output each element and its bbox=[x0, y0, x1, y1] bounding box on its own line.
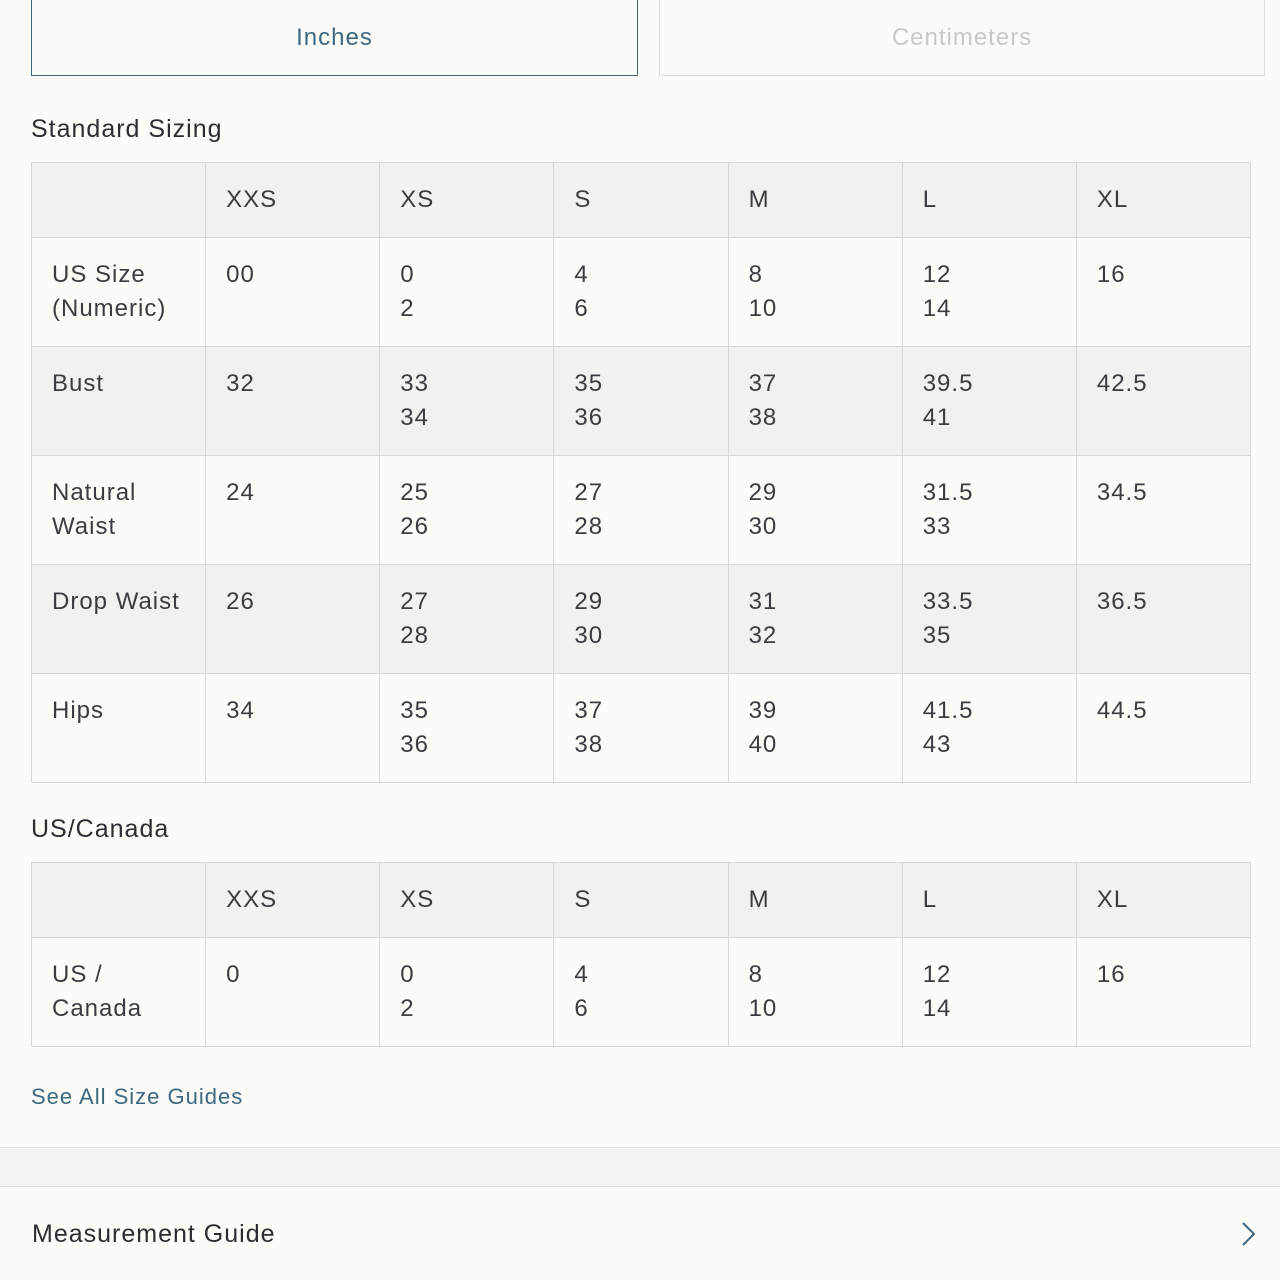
row-label-line: Waist bbox=[52, 513, 117, 540]
size-value: 4 bbox=[574, 261, 589, 288]
size-cell bbox=[728, 456, 902, 565]
size-cell bbox=[728, 347, 902, 456]
size-cell bbox=[206, 238, 380, 347]
size-cell bbox=[206, 456, 380, 565]
size-cell bbox=[206, 674, 380, 783]
row-label-line: Natural bbox=[52, 479, 137, 506]
size-cell bbox=[380, 674, 554, 783]
row-label bbox=[32, 456, 206, 565]
size-value: 30 bbox=[574, 622, 604, 649]
size-value: 36.5 bbox=[1096, 588, 1148, 615]
header-size-s: S bbox=[554, 163, 728, 238]
size-value: 38 bbox=[748, 404, 778, 431]
size-cell bbox=[380, 938, 554, 1047]
size-value: 41 bbox=[922, 404, 952, 431]
size-value: 37 bbox=[574, 697, 604, 724]
size-value: 0 bbox=[226, 961, 241, 988]
size-value: 29 bbox=[748, 479, 778, 506]
header-row bbox=[32, 163, 1251, 238]
size-value: 12 bbox=[922, 961, 952, 988]
size-cell bbox=[380, 456, 554, 565]
row-label-line: US Size bbox=[52, 261, 146, 288]
size-cell bbox=[902, 674, 1076, 783]
size-value: 44.5 bbox=[1096, 697, 1148, 724]
row-label bbox=[32, 238, 206, 347]
header-size-l: L bbox=[902, 863, 1076, 938]
size-value: 10 bbox=[748, 295, 778, 322]
size-value: 32 bbox=[226, 370, 255, 397]
row-label-line: Canada bbox=[52, 995, 143, 1022]
table-row bbox=[32, 238, 1251, 347]
header-size-l: L bbox=[902, 163, 1076, 238]
size-cell bbox=[554, 938, 728, 1047]
size-value: 37 bbox=[748, 370, 778, 397]
header-size-xxs: XXS bbox=[206, 863, 380, 938]
size-value: 29 bbox=[574, 588, 604, 615]
size-cell bbox=[380, 565, 554, 674]
row-label bbox=[32, 938, 206, 1047]
size-value: 41.5 bbox=[922, 697, 974, 724]
row-label bbox=[32, 347, 206, 456]
size-value: 35 bbox=[922, 622, 952, 649]
size-value: 24 bbox=[226, 479, 255, 506]
size-value: 26 bbox=[226, 588, 255, 615]
size-value: 33 bbox=[922, 513, 952, 540]
table-row bbox=[32, 456, 1251, 565]
us-canada-title: US/Canada bbox=[31, 815, 170, 843]
tab-inches[interactable]: Inches bbox=[31, 0, 638, 76]
size-value: 33.5 bbox=[922, 588, 974, 615]
size-value: 38 bbox=[574, 731, 604, 758]
size-value: 16 bbox=[1096, 261, 1126, 288]
row-label-line: Hips bbox=[52, 697, 105, 724]
size-cell bbox=[554, 565, 728, 674]
size-value: 34 bbox=[226, 697, 255, 724]
size-cell bbox=[728, 938, 902, 1047]
header-size-m: M bbox=[728, 863, 902, 938]
row-label bbox=[32, 674, 206, 783]
size-cell bbox=[1076, 565, 1250, 674]
size-value: 32 bbox=[748, 622, 778, 649]
header-size-xxs: XXS bbox=[206, 163, 380, 238]
size-value: 35 bbox=[400, 697, 429, 724]
size-value: 12 bbox=[922, 261, 952, 288]
size-value: 2 bbox=[400, 295, 415, 322]
size-cell bbox=[728, 238, 902, 347]
size-cell bbox=[206, 938, 380, 1047]
size-cell bbox=[1076, 456, 1250, 565]
size-cell bbox=[380, 347, 554, 456]
size-value: 25 bbox=[400, 479, 429, 506]
table-row bbox=[32, 674, 1251, 783]
size-cell bbox=[554, 456, 728, 565]
size-value: 27 bbox=[400, 588, 429, 615]
size-cell bbox=[206, 565, 380, 674]
table-row bbox=[32, 565, 1251, 674]
standard-sizing-title: Standard Sizing bbox=[31, 115, 223, 143]
header-row bbox=[32, 863, 1251, 938]
size-value: 00 bbox=[226, 261, 255, 288]
size-value: 43 bbox=[922, 731, 952, 758]
size-cell bbox=[902, 238, 1076, 347]
size-cell bbox=[1076, 674, 1250, 783]
tab-centimeters[interactable]: Centimeters bbox=[659, 0, 1265, 76]
unit-toggle bbox=[31, 0, 1265, 76]
row-label-line: Drop Waist bbox=[52, 588, 180, 615]
size-value: 31.5 bbox=[922, 479, 974, 506]
size-value: 42.5 bbox=[1096, 370, 1148, 397]
size-value: 8 bbox=[748, 261, 763, 288]
size-cell bbox=[1076, 938, 1250, 1047]
size-cell bbox=[380, 238, 554, 347]
size-value: 2 bbox=[400, 995, 415, 1022]
header-size-xs: XS bbox=[380, 863, 554, 938]
header-size-s: S bbox=[554, 863, 728, 938]
size-value: 10 bbox=[748, 995, 778, 1022]
section-divider bbox=[0, 1147, 1280, 1187]
size-value: 39.5 bbox=[922, 370, 974, 397]
measurement-guide-row[interactable] bbox=[0, 1188, 1280, 1280]
size-value: 28 bbox=[574, 513, 604, 540]
size-cell bbox=[554, 347, 728, 456]
size-value: 36 bbox=[400, 731, 429, 758]
standard-sizing-table bbox=[31, 162, 1251, 783]
size-value: 35 bbox=[574, 370, 604, 397]
see-all-size-guides-link[interactable]: See All Size Guides bbox=[31, 1084, 244, 1109]
size-value: 26 bbox=[400, 513, 429, 540]
size-cell bbox=[728, 674, 902, 783]
chevron-right-icon bbox=[1238, 1219, 1258, 1249]
size-value: 30 bbox=[748, 513, 778, 540]
size-value: 0 bbox=[400, 961, 415, 988]
size-value: 27 bbox=[574, 479, 604, 506]
size-value: 16 bbox=[1096, 961, 1126, 988]
size-cell bbox=[902, 938, 1076, 1047]
size-value: 6 bbox=[574, 995, 589, 1022]
size-value: 31 bbox=[748, 588, 778, 615]
size-cell bbox=[728, 565, 902, 674]
size-value: 14 bbox=[922, 995, 952, 1022]
size-value: 0 bbox=[400, 261, 415, 288]
table-row bbox=[32, 347, 1251, 456]
size-cell bbox=[1076, 347, 1250, 456]
size-value: 34.5 bbox=[1096, 479, 1148, 506]
row-label-line: Bust bbox=[52, 370, 105, 397]
size-cell bbox=[902, 347, 1076, 456]
row-label bbox=[32, 565, 206, 674]
size-value: 14 bbox=[922, 295, 952, 322]
table-row bbox=[32, 938, 1251, 1047]
size-value: 40 bbox=[748, 731, 778, 758]
us-canada-table bbox=[31, 862, 1251, 1047]
size-value: 8 bbox=[748, 961, 763, 988]
size-cell bbox=[902, 565, 1076, 674]
header-size-xs: XS bbox=[380, 163, 554, 238]
size-value: 34 bbox=[400, 404, 429, 431]
header-size-xl: XL bbox=[1076, 863, 1250, 938]
header-corner bbox=[32, 163, 206, 238]
size-cell bbox=[902, 456, 1076, 565]
row-label-line: US / bbox=[52, 961, 103, 988]
size-cell bbox=[1076, 238, 1250, 347]
header-corner bbox=[32, 863, 206, 938]
size-cell bbox=[206, 347, 380, 456]
size-value: 33 bbox=[400, 370, 429, 397]
size-value: 39 bbox=[748, 697, 778, 724]
header-size-xl: XL bbox=[1076, 163, 1250, 238]
row-label-line: (Numeric) bbox=[52, 295, 167, 322]
size-value: 36 bbox=[574, 404, 604, 431]
size-cell bbox=[554, 238, 728, 347]
size-value: 4 bbox=[574, 961, 589, 988]
size-cell bbox=[554, 674, 728, 783]
header-size-m: M bbox=[728, 163, 902, 238]
measurement-guide-title: Measurement Guide bbox=[32, 1219, 276, 1248]
size-value: 6 bbox=[574, 295, 589, 322]
size-value: 28 bbox=[400, 622, 429, 649]
